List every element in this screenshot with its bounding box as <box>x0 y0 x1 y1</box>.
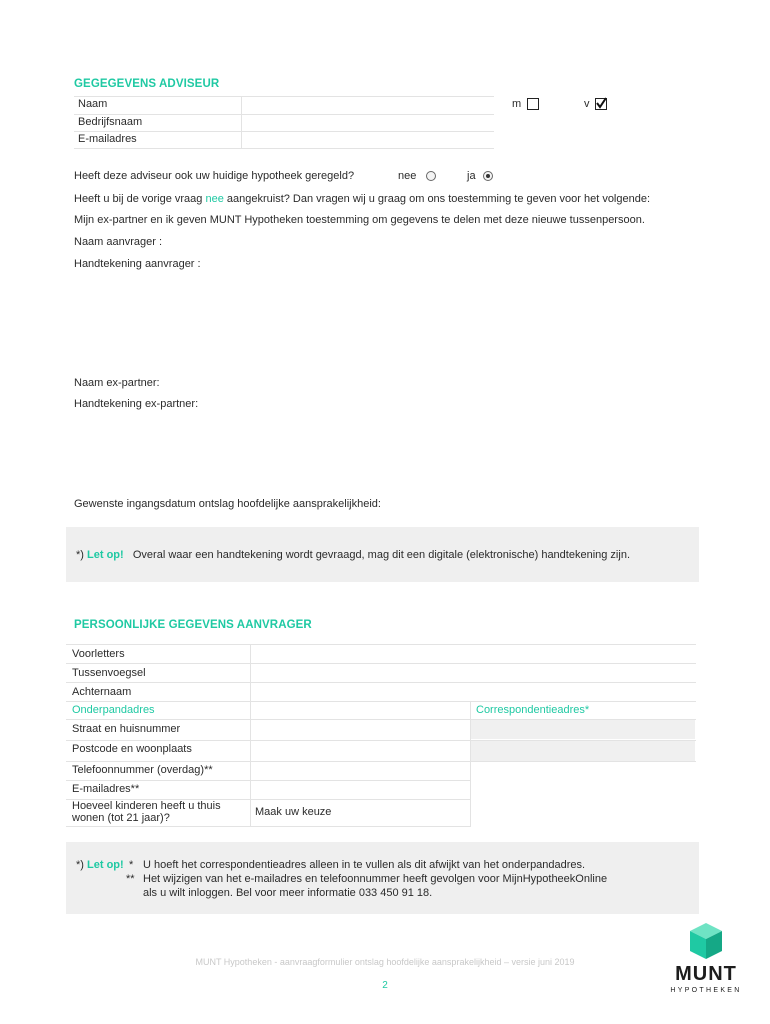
gender-m-label: m <box>512 98 522 110</box>
handtekening-aanvrager-label: Handtekening aanvrager : <box>74 258 201 270</box>
tussenvoegsel-input[interactable] <box>252 664 695 681</box>
let-op-label: Let op! <box>87 549 124 561</box>
gender-v-label: v <box>584 98 590 110</box>
note-prefix: *) <box>76 549 84 561</box>
note-text: Overal waar een handtekening wordt gevraagd, mag dit een digitale (elektronische) handtekening zijn. <box>132 549 630 561</box>
question-text: Heeft deze adviseur ook uw huidige hypotheek geregeld? <box>74 170 355 182</box>
signature-area-aanvrager[interactable] <box>74 275 694 370</box>
field-label-bedrijfsnaam: Bedrijfsnaam <box>78 116 143 128</box>
consent-line-1 <box>74 193 650 205</box>
signature-area-ex-partner[interactable] <box>74 415 694 490</box>
bedrijfsnaam-input[interactable] <box>243 115 493 130</box>
naam-ex-partner-label: Naam ex-partner: <box>74 377 160 389</box>
field-label-kinderen <box>72 800 221 824</box>
field-label-naam: Naam <box>78 98 108 110</box>
note-line <box>76 859 124 871</box>
logo-subtitle: HYPOTHEKEN <box>670 987 742 994</box>
field-label-straat: Straat en huisnummer <box>72 723 181 735</box>
correspondentie-straat-input[interactable] <box>471 719 695 739</box>
footer-text: MUNT Hypotheken - aanvraagformulier ontslag hoofdelijke aansprakelijkheid – versie juni 2019 <box>195 957 575 967</box>
note-text: U hoeft het correspondentieadres alleen in te vullen als dit afwijkt van het onderpandadres. <box>143 859 586 871</box>
option-nee-label: nee <box>398 170 417 182</box>
divider <box>74 148 494 149</box>
field-label-emailadres: E-mailadres <box>78 133 137 145</box>
emailadres-input[interactable] <box>243 132 493 147</box>
option-ja-label: ja <box>467 170 476 182</box>
emailadres-aanvrager-input[interactable] <box>252 781 469 798</box>
field-label-emailadres: E-mailadres** <box>72 783 140 795</box>
field-label-tussenvoegsel: Tussenvoegsel <box>72 667 146 679</box>
consent-text: Heeft u bij de vorige vraag <box>74 193 206 205</box>
kinderen-label-line: wonen (tot 21 jaar)? <box>72 812 170 824</box>
note-mark: ** <box>126 873 135 885</box>
let-op-label: Let op! <box>87 859 124 871</box>
field-label-postcode: Postcode en woonplaats <box>72 743 192 755</box>
page-number: 2 <box>382 980 388 991</box>
munt-logo-icon <box>686 921 726 961</box>
field-label-voorletters: Voorletters <box>72 648 125 660</box>
correspondentieadres-heading: Correspondentieadres* <box>476 704 590 716</box>
naam-input[interactable] <box>243 97 493 113</box>
note-box-signature <box>66 527 699 582</box>
field-label-achternaam: Achternaam <box>72 686 132 698</box>
voorletters-input[interactable] <box>252 645 695 662</box>
telefoon-input[interactable] <box>252 762 469 779</box>
radio-selected-dot <box>486 174 490 178</box>
gender-v-checkbox[interactable] <box>595 98 607 110</box>
logo-wordmark: MUNT <box>675 963 737 985</box>
correspondentie-postcode-input[interactable] <box>471 740 695 761</box>
postcode-input[interactable] <box>252 741 469 760</box>
note-text: als u wilt inloggen. Bel voor meer informatie 033 450 91 18. <box>143 887 433 899</box>
divider <box>241 96 242 148</box>
note-prefix: *) <box>76 859 84 871</box>
section-title-persoon: PERSOONLIJKE GEGEVENS AANVRAGER <box>74 619 312 631</box>
consent-text: aangekruist? Dan vragen wij u graag om ons toestemming te geven voor het volgende: <box>223 193 651 205</box>
divider <box>66 701 696 702</box>
gender-m-checkbox[interactable] <box>527 98 539 110</box>
divider <box>66 826 471 827</box>
radio-nee[interactable] <box>426 171 436 181</box>
checkmark-icon <box>595 97 607 109</box>
achternaam-input[interactable] <box>252 683 695 700</box>
note-text: Het wijzigen van het e-mailadres en telefoonnummer heeft gevolgen voor MijnHypotheekOnline <box>143 873 608 885</box>
kinderen-label-line: Hoeveel kinderen heeft u thuis <box>72 800 221 812</box>
onderpandadres-heading: Onderpandadres <box>72 704 155 716</box>
straat-input[interactable] <box>252 720 469 739</box>
naam-aanvrager-label: Naam aanvrager : <box>74 236 163 248</box>
note-box-correspondentie <box>66 842 699 914</box>
note-line <box>76 549 630 561</box>
consent-nee-highlight: nee <box>205 193 224 205</box>
ingangsdatum-label: Gewenste ingangsdatum ontslag hoofdelijke aansprakelijkheid: <box>74 498 381 510</box>
consent-line-2: Mijn ex-partner en ik geven MUNT Hypotheken toestemming om gegevens te delen met deze nieuwe tussenpersoon. <box>74 214 645 226</box>
section-title-adviseur: GEGEGEVENS ADVISEUR <box>74 78 220 90</box>
note-mark: * <box>129 859 134 871</box>
kinderen-select[interactable]: Maak uw keuze <box>255 806 332 818</box>
divider <box>250 644 251 826</box>
field-label-telefoon: Telefoonnummer (overdag)** <box>72 764 213 776</box>
radio-ja[interactable] <box>483 171 493 181</box>
handtekening-ex-partner-label: Handtekening ex-partner: <box>74 398 199 410</box>
divider <box>470 701 471 826</box>
